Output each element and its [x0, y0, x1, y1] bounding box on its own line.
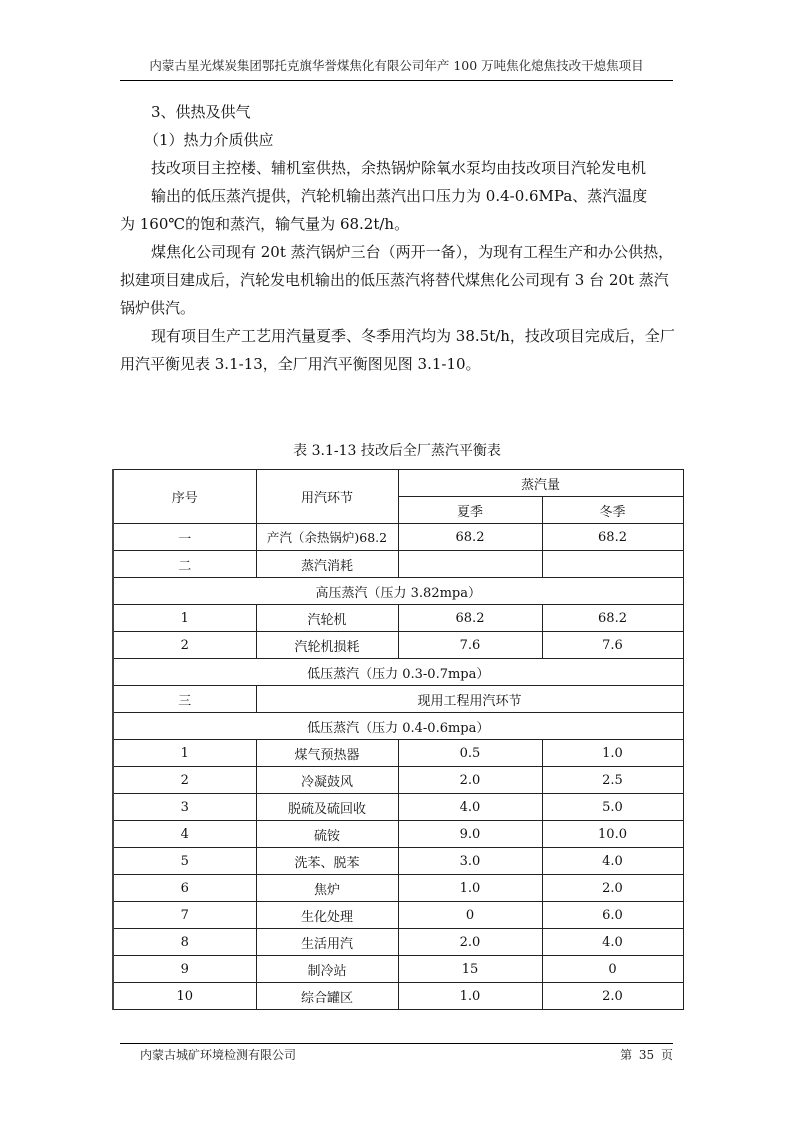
section-label: 低压蒸汽（压力 0.3-0.7mpa） — [113, 659, 683, 686]
cell-stage: 洗苯、脱苯 — [256, 848, 398, 875]
table-section-row — [113, 713, 683, 740]
paragraph: 现有项目生产工艺用汽量夏季、冬季用汽均为 38.5t/h，技改项目完成后，全厂用汽平衡见表 3.1-13，全厂用汽平衡图见图 3.1-10。 — [120, 327, 675, 373]
footer-company: 内蒙古城矿环境检测有限公司 — [140, 1048, 297, 1062]
cell-winter: 2.0 — [542, 875, 683, 902]
section-label: 高压蒸汽（压力 3.82mpa） — [113, 578, 683, 605]
cell-winter: 2.5 — [542, 767, 683, 794]
cell-no: 4 — [113, 821, 256, 848]
table-row — [113, 902, 683, 929]
cell-stage: 蒸汽消耗 — [256, 551, 398, 578]
table-row — [113, 767, 683, 794]
table-section-row — [113, 578, 683, 605]
cell-winter: 7.6 — [542, 632, 683, 659]
cell-stage-span: 现用工程用汽环节 — [256, 686, 683, 713]
cell-winter: 68.2 — [542, 605, 683, 632]
table-row — [113, 551, 683, 578]
cell-summer — [398, 551, 542, 578]
footer-divider — [120, 1043, 673, 1044]
cell-summer: 2.0 — [398, 767, 542, 794]
cell-summer: 15 — [398, 956, 542, 983]
cell-winter: 6.0 — [542, 902, 683, 929]
header-summer: 夏季 — [398, 497, 542, 524]
cell-stage: 制冷站 — [256, 956, 398, 983]
cell-stage: 产汽（余热锅炉)68.2 — [256, 524, 398, 551]
cell-stage: 汽轮机损耗 — [256, 632, 398, 659]
cell-no: 一 — [113, 524, 256, 551]
section-heading: 3、供热及供气 — [151, 103, 251, 121]
section-label: 低压蒸汽（压力 0.4-0.6mpa） — [113, 713, 683, 740]
cell-winter: 68.2 — [542, 524, 683, 551]
table-row — [113, 983, 683, 1010]
header-amount: 蒸汽量 — [398, 470, 683, 497]
footer-page-number: 第 35 页 — [620, 1048, 673, 1062]
cell-summer: 1.0 — [398, 875, 542, 902]
cell-winter: 1.0 — [542, 740, 683, 767]
cell-no: 10 — [113, 983, 256, 1010]
table-row — [113, 632, 683, 659]
subsection-heading: （1）热力介质供应 — [144, 131, 274, 149]
cell-winter: 0 — [542, 956, 683, 983]
table-section-row — [113, 659, 683, 686]
cell-summer: 7.6 — [398, 632, 542, 659]
cell-summer: 4.0 — [398, 794, 542, 821]
cell-no: 9 — [113, 956, 256, 983]
table-header-row — [113, 470, 683, 497]
cell-summer: 3.0 — [398, 848, 542, 875]
cell-no: 2 — [113, 632, 256, 659]
cell-no: 2 — [113, 767, 256, 794]
header-stage: 用汽环节 — [256, 470, 398, 524]
cell-winter: 2.0 — [542, 983, 683, 1010]
cell-summer: 68.2 — [398, 524, 542, 551]
cell-no: 7 — [113, 902, 256, 929]
cell-winter — [542, 551, 683, 578]
table-row — [113, 605, 683, 632]
cell-summer: 2.0 — [398, 929, 542, 956]
cell-no: 1 — [113, 605, 256, 632]
header-winter: 冬季 — [542, 497, 683, 524]
cell-stage: 冷凝鼓风 — [256, 767, 398, 794]
cell-summer: 0 — [398, 902, 542, 929]
cell-no: 8 — [113, 929, 256, 956]
header-no: 序号 — [113, 470, 256, 524]
steam-balance-table — [112, 469, 684, 1010]
table-row — [113, 821, 683, 848]
cell-stage: 生化处理 — [256, 902, 398, 929]
paragraph-line: 技改项目主控楼、辅机室供热，余热锅炉除氧水泵均由技改项目汽轮发电机 — [151, 159, 647, 177]
cell-stage: 脱硫及硫回收 — [256, 794, 398, 821]
cell-winter: 4.0 — [542, 929, 683, 956]
paragraph-line: 输出的低压蒸汽提供，汽轮机输出蒸汽出口压力为 0.4-0.6MPa、蒸汽温度 — [151, 187, 648, 205]
table-row — [113, 929, 683, 956]
cell-no: 3 — [113, 794, 256, 821]
paragraph-line: 为 160℃的饱和蒸汽，输气量为 68.2t/h。 — [120, 215, 410, 233]
cell-stage: 焦炉 — [256, 875, 398, 902]
cell-no: 二 — [113, 551, 256, 578]
cell-stage: 煤气预热器 — [256, 740, 398, 767]
table-row — [113, 956, 683, 983]
cell-summer: 0.5 — [398, 740, 542, 767]
cell-no: 1 — [113, 740, 256, 767]
table-row — [113, 686, 683, 713]
cell-summer: 68.2 — [398, 605, 542, 632]
body-text — [120, 98, 682, 378]
cell-winter: 4.0 — [542, 848, 683, 875]
cell-stage: 汽轮机 — [256, 605, 398, 632]
cell-no: 三 — [113, 686, 256, 713]
cell-summer: 9.0 — [398, 821, 542, 848]
cell-winter: 10.0 — [542, 821, 683, 848]
paragraph: 煤焦化公司现有 20t 蒸汽锅炉三台（两开一备），为现有工程生产和办公供热，拟建项目建成后，汽轮发电机输出的低压蒸汽将替代煤焦化公司现有 3 台 20t 蒸汽锅炉供汽。 — [120, 243, 674, 317]
table-row — [113, 794, 683, 821]
cell-winter: 5.0 — [542, 794, 683, 821]
cell-stage: 综合罐区 — [256, 983, 398, 1010]
page-header-title: 内蒙古星光煤炭集团鄂托克旗华誉煤焦化有限公司年产 100 万吨焦化熄焦技改干熄焦项目 — [149, 58, 644, 73]
table-row — [113, 524, 683, 551]
cell-no: 5 — [113, 848, 256, 875]
header-divider — [120, 80, 673, 81]
cell-stage: 生活用汽 — [256, 929, 398, 956]
cell-summer: 1.0 — [398, 983, 542, 1010]
table-row — [113, 740, 683, 767]
table-row — [113, 848, 683, 875]
cell-stage: 硫铵 — [256, 821, 398, 848]
cell-no: 6 — [113, 875, 256, 902]
table-row — [113, 875, 683, 902]
table-caption: 表 3.1-13 技改后全厂蒸汽平衡表 — [293, 443, 501, 459]
